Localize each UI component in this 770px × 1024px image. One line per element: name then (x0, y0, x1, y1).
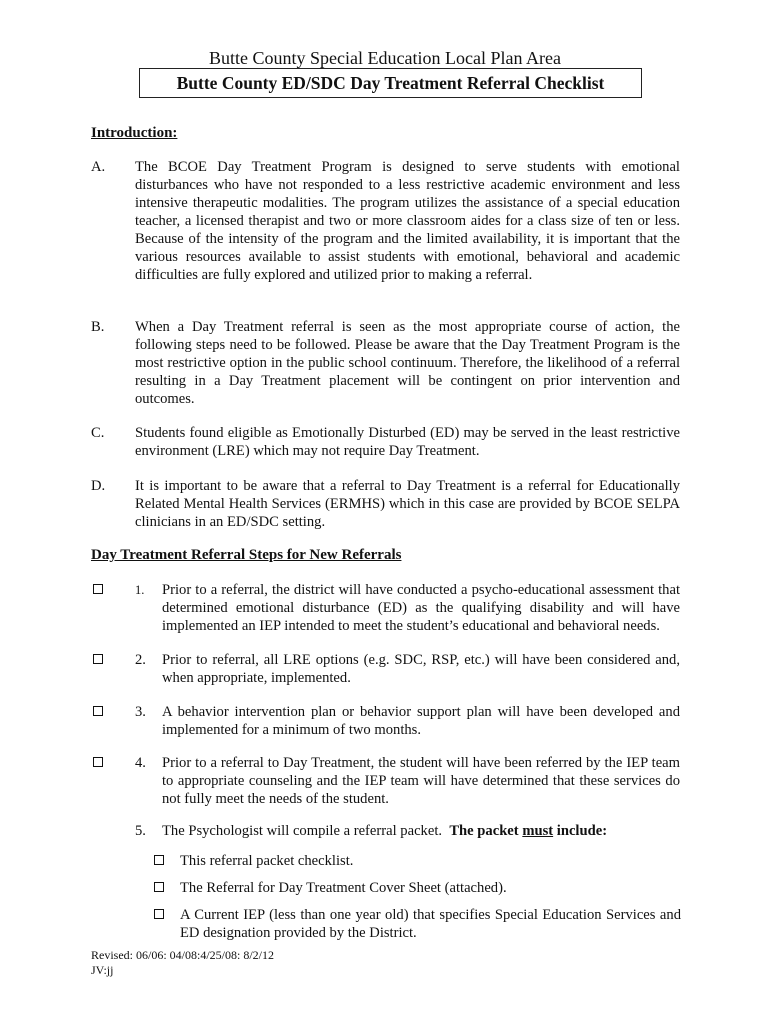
step-number: 4. (135, 755, 146, 771)
intro-text: It is important to be aware that a referral to Day Treatment is a referral for Educationally Related Mental Health Services (ERMHS) which in this case are provided by BCOE SELPA clinicians in an ED/SDC setting. (135, 478, 680, 530)
step-number: 1. (135, 583, 145, 597)
intro-text: The BCOE Day Treatment Program is designed to serve students with emotional disturbances who have not responded to a less restrictive academic environment and less intensive therapeutic modalities. The program utilizes the assistance of a special education teacher, a licensed therapist and two or more classroom aides for a class size of ten or less. Because of the intensity of the program and the limited availability, it is important that the various resources available to assist students with emotional, behavioral and academic difficulties are fully explored and utilized prior to making a referral. (135, 159, 680, 283)
plan-area-heading: Butte County Special Education Local Plan Area (209, 48, 561, 68)
intro-text: Students found eligible as Emotionally Disturbed (ED) may be served in the least restrictive environment (LRE) which may not require Day Treatment. (135, 425, 680, 459)
packet-item-text: A Current IEP (less than one year old) that specifies Special Education Services and ED designation provided by the District. (180, 907, 681, 941)
step-number: 3. (135, 704, 146, 720)
intro-letter: C. (91, 425, 105, 441)
revision-dates: Revised: 06/06: 04/08:4/25/08: 8/2/12 (91, 948, 274, 962)
author-initials: JV:jj (91, 963, 114, 977)
step-checkbox[interactable] (93, 584, 103, 594)
step-number: 2. (135, 652, 146, 668)
packet-checkbox[interactable] (154, 882, 164, 892)
step-text: Prior to referral, all LRE options (e.g. SDC, RSP, etc.) will have been considered and, when appropriate, implemented. (162, 652, 680, 686)
step-text: A behavior intervention plan or behavior support plan will have been developed and implemented for a minimum of two months. (162, 704, 680, 738)
intro-letter: B. (91, 319, 105, 335)
introduction-heading: Introduction: (91, 125, 178, 141)
packet-checkbox[interactable] (154, 909, 164, 919)
footer (91, 948, 274, 978)
packet-emphasis-must: must (522, 823, 554, 839)
intro-text: When a Day Treatment referral is seen as the most appropriate course of action, the following steps need to be followed. Please be aware that the Day Treatment Program is the most restrictive option in the public school continuum. Therefore, the likelihood of a referral resulting in a Day Treatment placement will be contingent on prior intervention and outcomes. (135, 319, 680, 407)
document-title: Butte County ED/SDC Day Treatment Referral Checklist (139, 68, 642, 98)
step-checkbox[interactable] (93, 706, 103, 716)
packet-checkbox[interactable] (154, 855, 164, 865)
intro-letter: A. (91, 159, 106, 175)
step-text (162, 822, 680, 840)
step-text: Prior to a referral to Day Treatment, the student will have been referred by the IEP team to appropriate counseling and the IEP team will have determined that these services do not fully meet the needs of the student. (162, 755, 680, 807)
packet-item-text: The Referral for Day Treatment Cover Sheet (attached). (180, 880, 507, 896)
packet-item-text: This referral packet checklist. (180, 853, 354, 869)
steps-heading: Day Treatment Referral Steps for New Referrals (91, 547, 402, 563)
step-checkbox[interactable] (93, 757, 103, 767)
step-number: 5. (135, 823, 146, 839)
step-text-plain: The Psychologist will compile a referral packet. (162, 823, 443, 839)
packet-emphasis-1: The packet (449, 823, 519, 839)
packet-emphasis-2: include: (556, 823, 608, 839)
intro-letter: D. (91, 478, 106, 494)
step-text: Prior to a referral, the district will have conducted a psycho-educational assessment that determined emotional disturbance (ED) as the qualifying disability and will have implemented an IEP intended to meet the student’s educational and behavioral needs. (162, 582, 680, 634)
step-checkbox[interactable] (93, 654, 103, 664)
